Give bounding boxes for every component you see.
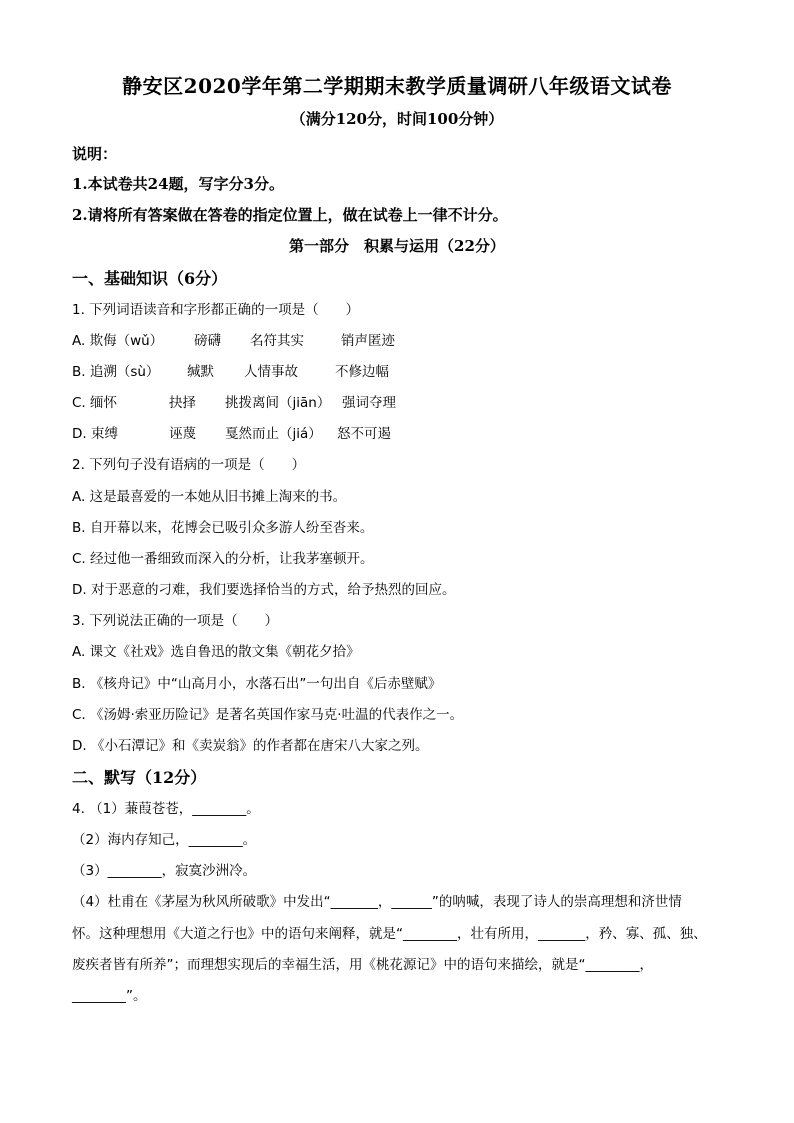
q1-c-word4: 强词夺理	[342, 395, 396, 411]
q2-option-d: D. 对于恶意的刁难，我们要选择恰当的方式，给予热烈的回应。	[72, 582, 456, 598]
q1-b-word2: 缄默	[187, 364, 214, 380]
q1-d-word2: 诬蔑	[169, 426, 196, 442]
section1-heading: 一、基础知识（6分）	[72, 269, 228, 288]
q1-a-word2: 磅礴	[194, 333, 221, 349]
part1-heading: 第一部分 积累与运用（22分）	[289, 237, 505, 255]
q3-option-b: B. 《核舟记》中“山高月小，水落石出”一句出自《后赤壁赋》	[72, 676, 442, 692]
q1-stem: 1. 下列词语读音和字形都正确的一项是（ ）	[72, 302, 360, 318]
q1-c-word1: C. 缅怀	[72, 395, 118, 411]
q2-option-b: B. 自开幕以来，花博会已吸引众多游人纷至沓来。	[72, 520, 374, 536]
q1-a-word3: 名符其实	[250, 333, 304, 349]
instruction-item-2: 2.请将所有答案做在答卷的指定位置上，做在试卷上一律不计分。	[72, 206, 508, 224]
q2-stem: 2. 下列句子没有语病的一项是（ ）	[72, 457, 306, 473]
q1-b-word1: B. 追溯（sù）	[72, 364, 160, 380]
exam-title: 静安区2020学年第二学期期末教学质量调研八年级语文试卷	[122, 74, 672, 98]
q1-b-word4: 不修边幅	[335, 364, 389, 380]
instruction-item-1: 1.本试卷共24题，写字分3分。	[72, 175, 284, 193]
q1-d-word1: D. 束缚	[72, 426, 118, 442]
q4-part2: （2）海内存知己，________。	[72, 832, 257, 848]
q1-c-word3: 挑拨离间（jiān）	[225, 395, 331, 411]
q1-b-word3: 人情事故	[244, 364, 298, 380]
q3-option-c: C. 《汤姆·索亚历险记》是著名英国作家马克·吐温的代表作之一。	[72, 707, 464, 723]
q4-part4-line1: （4）杜甫在《茅屋为秋风所破歌》中发出“_______，______”的呐喊，表现了诗人的崇高理想和济世情	[72, 894, 682, 910]
q1-a-word1: A. 欺侮（wǔ）	[72, 333, 164, 349]
q1-c-word2: 抉择	[169, 395, 196, 411]
q4-part4-line3: 废疾者皆有所养”；而理想实现后的幸福生活，用《桃花源记》中的语句来描绘，就是“________，	[72, 957, 653, 973]
q3-option-d: D. 《小石潭记》和《卖炭翁》的作者都在唐宋八大家之列。	[72, 738, 429, 754]
q4-part4-line4: ________”。	[72, 988, 147, 1004]
q3-stem: 3. 下列说法正确的一项是（ ）	[72, 613, 279, 629]
q4-part3: （3）________，寂寞沙洲冷。	[72, 863, 257, 879]
q1-a-word4: 销声匿迹	[341, 333, 395, 349]
q4-part1: 4. （1）蒹葭苍苍，________。	[72, 801, 260, 817]
q2-option-a: A. 这是最喜爱的一本她从旧书摊上淘来的书。	[72, 489, 347, 505]
section2-heading: 二、默写（12分）	[72, 768, 207, 787]
q3-option-a: A. 课文《社戏》选自鲁迅的散文集《朝花夕拾》	[72, 644, 360, 660]
exam-subtitle: （满分120分，时间100分钟）	[290, 110, 504, 128]
q1-d-word3: 戛然而止（jiá）	[225, 426, 322, 442]
instructions-heading: 说明：	[72, 145, 118, 163]
q1-d-word4: 怒不可遏	[337, 426, 391, 442]
q4-part4-line2: 怀。这种理想用《大道之行也》中的语句来阐释，就是“________，壮有所用，_______，矜、寡、孤、独、	[72, 926, 707, 942]
q2-option-c: C. 经过他一番细致而深入的分析，让我茅塞顿开。	[72, 551, 374, 567]
